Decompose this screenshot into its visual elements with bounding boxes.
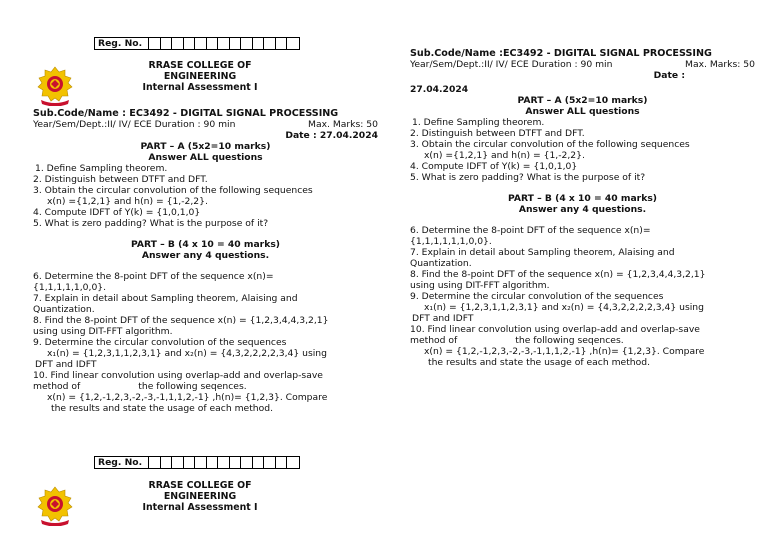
question-10-method [33,381,378,392]
assessment-title-2: Internal Assessment I [142,502,258,513]
question-3-sequences: x(n) ={1,2,1} and h(n) = {1,-2,2}. [47,196,208,207]
college-emblem-icon [37,66,73,106]
part-b-instruction: Answer any 4 questions. [141,250,270,261]
question-8-cont: using using DIT-FFT algorithm. [33,326,173,337]
question-10-method-b: the following seqences. [138,381,247,392]
reg-no-label-2: Reg. No. [95,457,149,468]
college-name: RRASE COLLEGE OF ENGINEERING [148,60,252,82]
question-5: 5. What is zero padding? What is the purpose of it? [33,218,269,229]
question-9-sequences: x₁(n) = {1,2,3,1,1,2,3,1} and x₂(n) = {4,3,2,2,2,2,3,4} using [47,348,327,359]
right-question-10-method-b: the following seqences. [515,335,624,346]
reg-no-label: Reg. No. [95,38,149,49]
question-3: 3. Obtain the circular convolution of the following sequences [33,185,313,196]
right-question-6-sequence: {1,1,1,1,1,1,0,0}. [410,236,492,247]
assessment-title: Internal Assessment I [142,82,258,93]
question-6-sequence: {1,1,1,1,1,0,0}. [33,282,107,293]
right-question-3-sequences: x(n) ={1,2,1} and h(n) = {1,-2,2}. [424,150,585,161]
right-question-4: 4. Compute IDFT of Y(k) = {1,0,1,0} [410,161,578,172]
right-question-7-cont: Quantization. [410,258,472,269]
question-10: 10. Find linear convolution using overlap-add and overlap-save [33,370,323,381]
college-heading-2 [140,480,260,513]
subject-line: Sub.Code/Name : EC3492 - DIGITAL SIGNAL PROCESSING [33,108,339,119]
question-9-cont: DFT and IDFT [35,359,97,370]
question-8: 8. Find the 8-point DFT of the sequence x(n) = {1,2,3,4,4,3,2,1} [33,315,329,326]
right-question-9: 9. Determine the circular convolution of the sequences [410,291,664,302]
part-a-instruction: Answer ALL questions [148,152,263,163]
college-heading [140,60,260,93]
right-question-5: 5. What is zero padding? What is the purpose of it? [410,172,646,183]
question-9: 9. Determine the circular convolution of the sequences [33,337,287,348]
part-b-instruction-right: Answer any 4 questions. [518,204,647,215]
exam-date: Date : 27.04.2024 [285,130,378,141]
part-a-heading: PART – A (5x2=10 marks) [140,141,271,152]
right-question-9-cont: DFT and IDFT [412,313,474,324]
question-10-sequences: x(n) = {1,2,-1,2,3,-2,-3,-1,1,1,2,-1} ,h(n)= {1,2,3}. Compare [47,392,328,403]
question-1: 1. Define Sampling theorem. [35,163,168,174]
question-10-cont: the results and state the usage of each method. [51,403,273,414]
right-question-10: 10. Find linear convolution using overlap-add and overlap-save [410,324,700,335]
right-question-10-cont: the results and state the usage of each method. [428,357,650,368]
date-value-right: 27.04.2024 [410,84,469,95]
reg-no-box [94,37,300,50]
right-question-8: 8. Find the 8-point DFT of the sequence x(n) = {1,2,3,4,4,3,2,1} [410,269,706,280]
part-b-heading: PART – B (4 x 10 = 40 marks) [131,239,280,250]
right-question-1: 1. Define Sampling theorem. [412,117,545,128]
question-4: 4. Compute IDFT of Y(k) = {1,0,1,0} [33,207,201,218]
right-question-10-method-a: method of [410,335,458,346]
reg-no-box-2 [94,456,300,469]
right-question-10-sequences: x(n) = {1,2,-1,2,3,-2,-3,-1,1,1,2,-1} ,h(n)= {1,2,3}. Compare [424,346,705,357]
question-7: 7. Explain in detail about Sampling theorem, Alaising and [33,293,298,304]
meta-row [33,119,378,130]
right-question-6: 6. Determine the 8-point DFT of the sequence x(n)= [410,225,651,236]
right-question-3: 3. Obtain the circular convolution of the following sequences [410,139,690,150]
meta-row-right [410,59,755,70]
right-question-2: 2. Distinguish between DTFT and DFT. [410,128,585,139]
right-question-8-cont: using using DIT-FFT algorithm. [410,280,550,291]
date-label-right: Date : [653,70,685,81]
meta-info: Year/Sem/Dept.:II/ IV/ ECE Duration : 90 min [33,119,236,130]
question-7-cont: Quantization. [33,304,95,315]
right-question-10-method [410,335,755,346]
question-10-method-a: method of [33,381,81,392]
left-paper [33,108,378,414]
question-6: 6. Determine the 8-point DFT of the sequence x(n)= [33,271,274,282]
subject-line-right: Sub.Code/Name :EC3492 - DIGITAL SIGNAL PROCESSING [410,48,712,59]
college-emblem-icon-2 [37,486,73,526]
college-name-2: RRASE COLLEGE OF ENGINEERING [148,480,252,502]
right-question-7: 7. Explain in detail about Sampling theorem, Alaising and [410,247,675,258]
right-question-9-sequences: x₁(n) = {1,2,3,1,1,2,3,1} and x₂(n) = {4,3,2,2,2,2,3,4} using [424,302,704,313]
right-paper [410,48,755,368]
part-a-heading-right: PART – A (5x2=10 marks) [517,95,648,106]
meta-info-right: Year/Sem/Dept.:II/ IV/ ECE Duration : 90 min [410,59,613,70]
part-b-heading-right: PART – B (4 x 10 = 40 marks) [508,193,657,204]
question-2: 2. Distinguish between DTFT and DFT. [33,174,208,185]
max-marks: Max. Marks: 50 [308,119,378,130]
max-marks-right: Max. Marks: 50 [685,59,755,70]
part-a-instruction-right: Answer ALL questions [525,106,640,117]
